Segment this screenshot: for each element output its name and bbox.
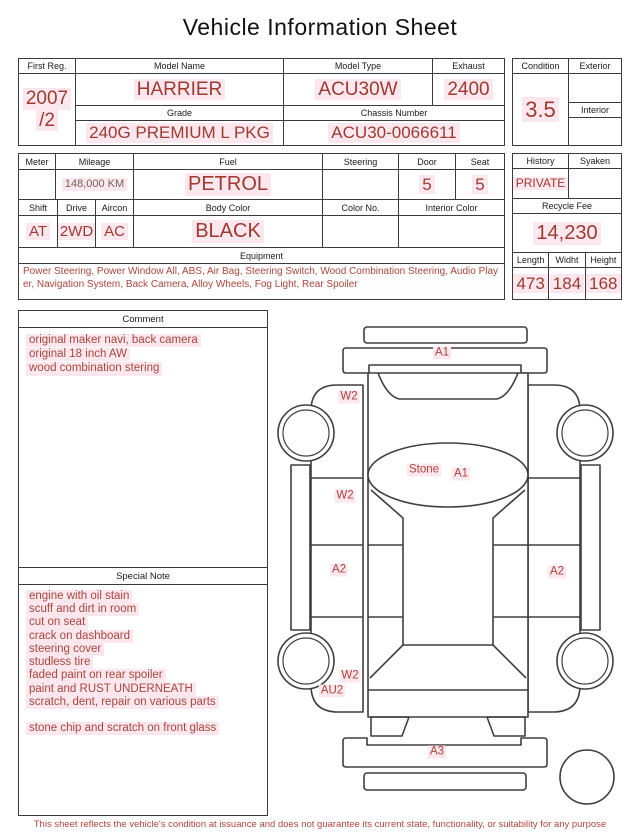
special-note-header: Special Note: [19, 567, 267, 585]
disclaimer-text: This sheet reflects the vehicle's condition at issuance and does not guarantee its current state, functionality, or suitability for any purpose: [33, 819, 607, 830]
aircon-label: Aircon: [96, 200, 133, 215]
width-label: Widht: [549, 253, 584, 267]
car-damage-diagram: [275, 315, 640, 820]
damage-label-rear-left-au2: AU2: [320, 684, 344, 697]
history-panel: [512, 153, 622, 300]
note-line-empty: [26, 709, 260, 722]
damage-label-front-left-fender-w2: W2: [340, 390, 358, 403]
note-line: paint and RUST UNDERNEATH: [26, 683, 196, 696]
steering-label: Steering: [323, 154, 398, 169]
comment-box: [18, 310, 268, 816]
first-reg-value: [19, 74, 75, 145]
comment-header: Comment: [19, 311, 267, 328]
equipment-list: Power Steering, Power Window All, ABS, Air Bag, Steering Switch, Wood Combination Steering, Audio Player, Navigation System, Back Camera, Alloy Wheels, Fog Light, Rear Spoiler: [19, 264, 504, 299]
exhaust-label: Exhaust: [433, 59, 504, 73]
height-label: Height: [586, 253, 621, 267]
equipment-label: Equipment: [239, 250, 284, 261]
damage-label-right-quarter-a2: A2: [549, 565, 565, 578]
drive-value: 2WD: [58, 216, 95, 247]
length-label: Length: [513, 253, 548, 267]
mileage-label: Mileage: [56, 154, 133, 169]
special-note-text: [19, 585, 267, 815]
door-value: 5: [399, 170, 455, 199]
door-label: Door: [399, 154, 455, 169]
fuel-label: Fuel: [134, 154, 322, 169]
interior-color-value: [399, 216, 504, 247]
length-value: 473: [513, 268, 548, 299]
interior-label: Interior: [569, 103, 621, 117]
syaken-label: Syaken: [569, 154, 621, 168]
history-value: PRIVATE: [513, 169, 568, 198]
damage-label-rear-a3: A3: [429, 745, 445, 758]
comment-line: wood combination stering: [26, 362, 162, 375]
note-line: cut on seat: [26, 616, 88, 629]
note-line: stone chip and scratch on front glass: [26, 722, 219, 735]
first-reg-year: 2007: [23, 88, 71, 110]
dimensions-table: [513, 253, 621, 299]
seat-label: Seat: [456, 154, 504, 169]
exterior-label: Exterior: [569, 59, 621, 73]
grade-label: Grade: [76, 106, 283, 120]
meter-label: Meter: [19, 154, 55, 169]
vehicle-identity-table: [18, 58, 505, 146]
color-no-label: Color No.: [323, 200, 398, 215]
exterior-value: [569, 74, 621, 102]
page-title: Vehicle Information Sheet: [182, 14, 458, 40]
meter-value: [19, 170, 55, 199]
model-name-label: Model Name: [76, 59, 283, 73]
first-reg-label: First Reg.: [19, 59, 75, 73]
spec-row-top: [19, 154, 504, 199]
steering-value: [323, 170, 398, 199]
comment-text: [19, 328, 267, 567]
fuel-value: PETROL: [134, 170, 322, 199]
height-value: 168: [586, 268, 621, 299]
note-line: faded paint on rear spoiler: [26, 669, 166, 682]
shift-label: Shift: [19, 200, 57, 215]
chassis-number-value: ACU30-0066611: [284, 121, 504, 145]
condition-score: 3.5: [513, 74, 568, 145]
spec-row-middle: [19, 200, 504, 247]
body-color-value: BLACK: [134, 216, 322, 247]
shift-value: AT: [19, 216, 57, 247]
first-reg-month: /2: [36, 110, 58, 132]
damage-label-left-door-w2: W2: [336, 489, 354, 502]
damage-label-rear-left-w2: W2: [341, 669, 359, 682]
mileage-value: 148,000 KM: [56, 170, 133, 199]
damage-label-windshield-stone: Stone: [408, 463, 440, 476]
exhaust-value: 2400: [433, 74, 504, 105]
note-line: scuff and dirt in room: [26, 603, 139, 616]
comment-line: original maker navi, back camera: [26, 334, 201, 347]
condition-panel: [512, 58, 622, 146]
interior-value: [569, 118, 621, 145]
note-line: scratch, dent, repair on various parts: [26, 696, 219, 709]
width-value: 184: [549, 268, 584, 299]
body-color-label: Body Color: [134, 200, 322, 215]
history-label: History: [513, 154, 568, 168]
drive-label: Drive: [58, 200, 95, 215]
seat-value: 5: [456, 170, 504, 199]
model-type-value: ACU30W: [284, 74, 432, 105]
condition-label: Condition: [513, 59, 568, 73]
grade-value: 240G PREMIUM L PKG: [76, 121, 283, 145]
color-no-value: [323, 216, 398, 247]
note-line: steering cover: [26, 643, 104, 656]
comment-line: original 18 inch AW: [26, 348, 130, 361]
syaken-value: [569, 169, 621, 198]
model-name-value: HARRIER: [76, 74, 283, 105]
model-type-label: Model Type: [284, 59, 432, 73]
damage-label-left-quarter-a2: A2: [331, 563, 347, 576]
note-line: studless tire: [26, 656, 93, 669]
note-line: engine with oil stain: [26, 590, 132, 603]
damage-label-windshield-a1: A1: [453, 467, 469, 480]
recycle-fee-value: 14,230: [513, 214, 621, 252]
vehicle-spec-table: [18, 153, 505, 300]
note-line: crack on dashboard: [26, 630, 133, 643]
chassis-number-label: Chassis Number: [284, 106, 504, 120]
damage-label-front-a1: A1: [434, 346, 450, 359]
interior-color-label: Interior Color: [399, 200, 504, 215]
recycle-fee-label: Recycle Fee: [513, 199, 621, 213]
aircon-value: AC: [96, 216, 133, 247]
